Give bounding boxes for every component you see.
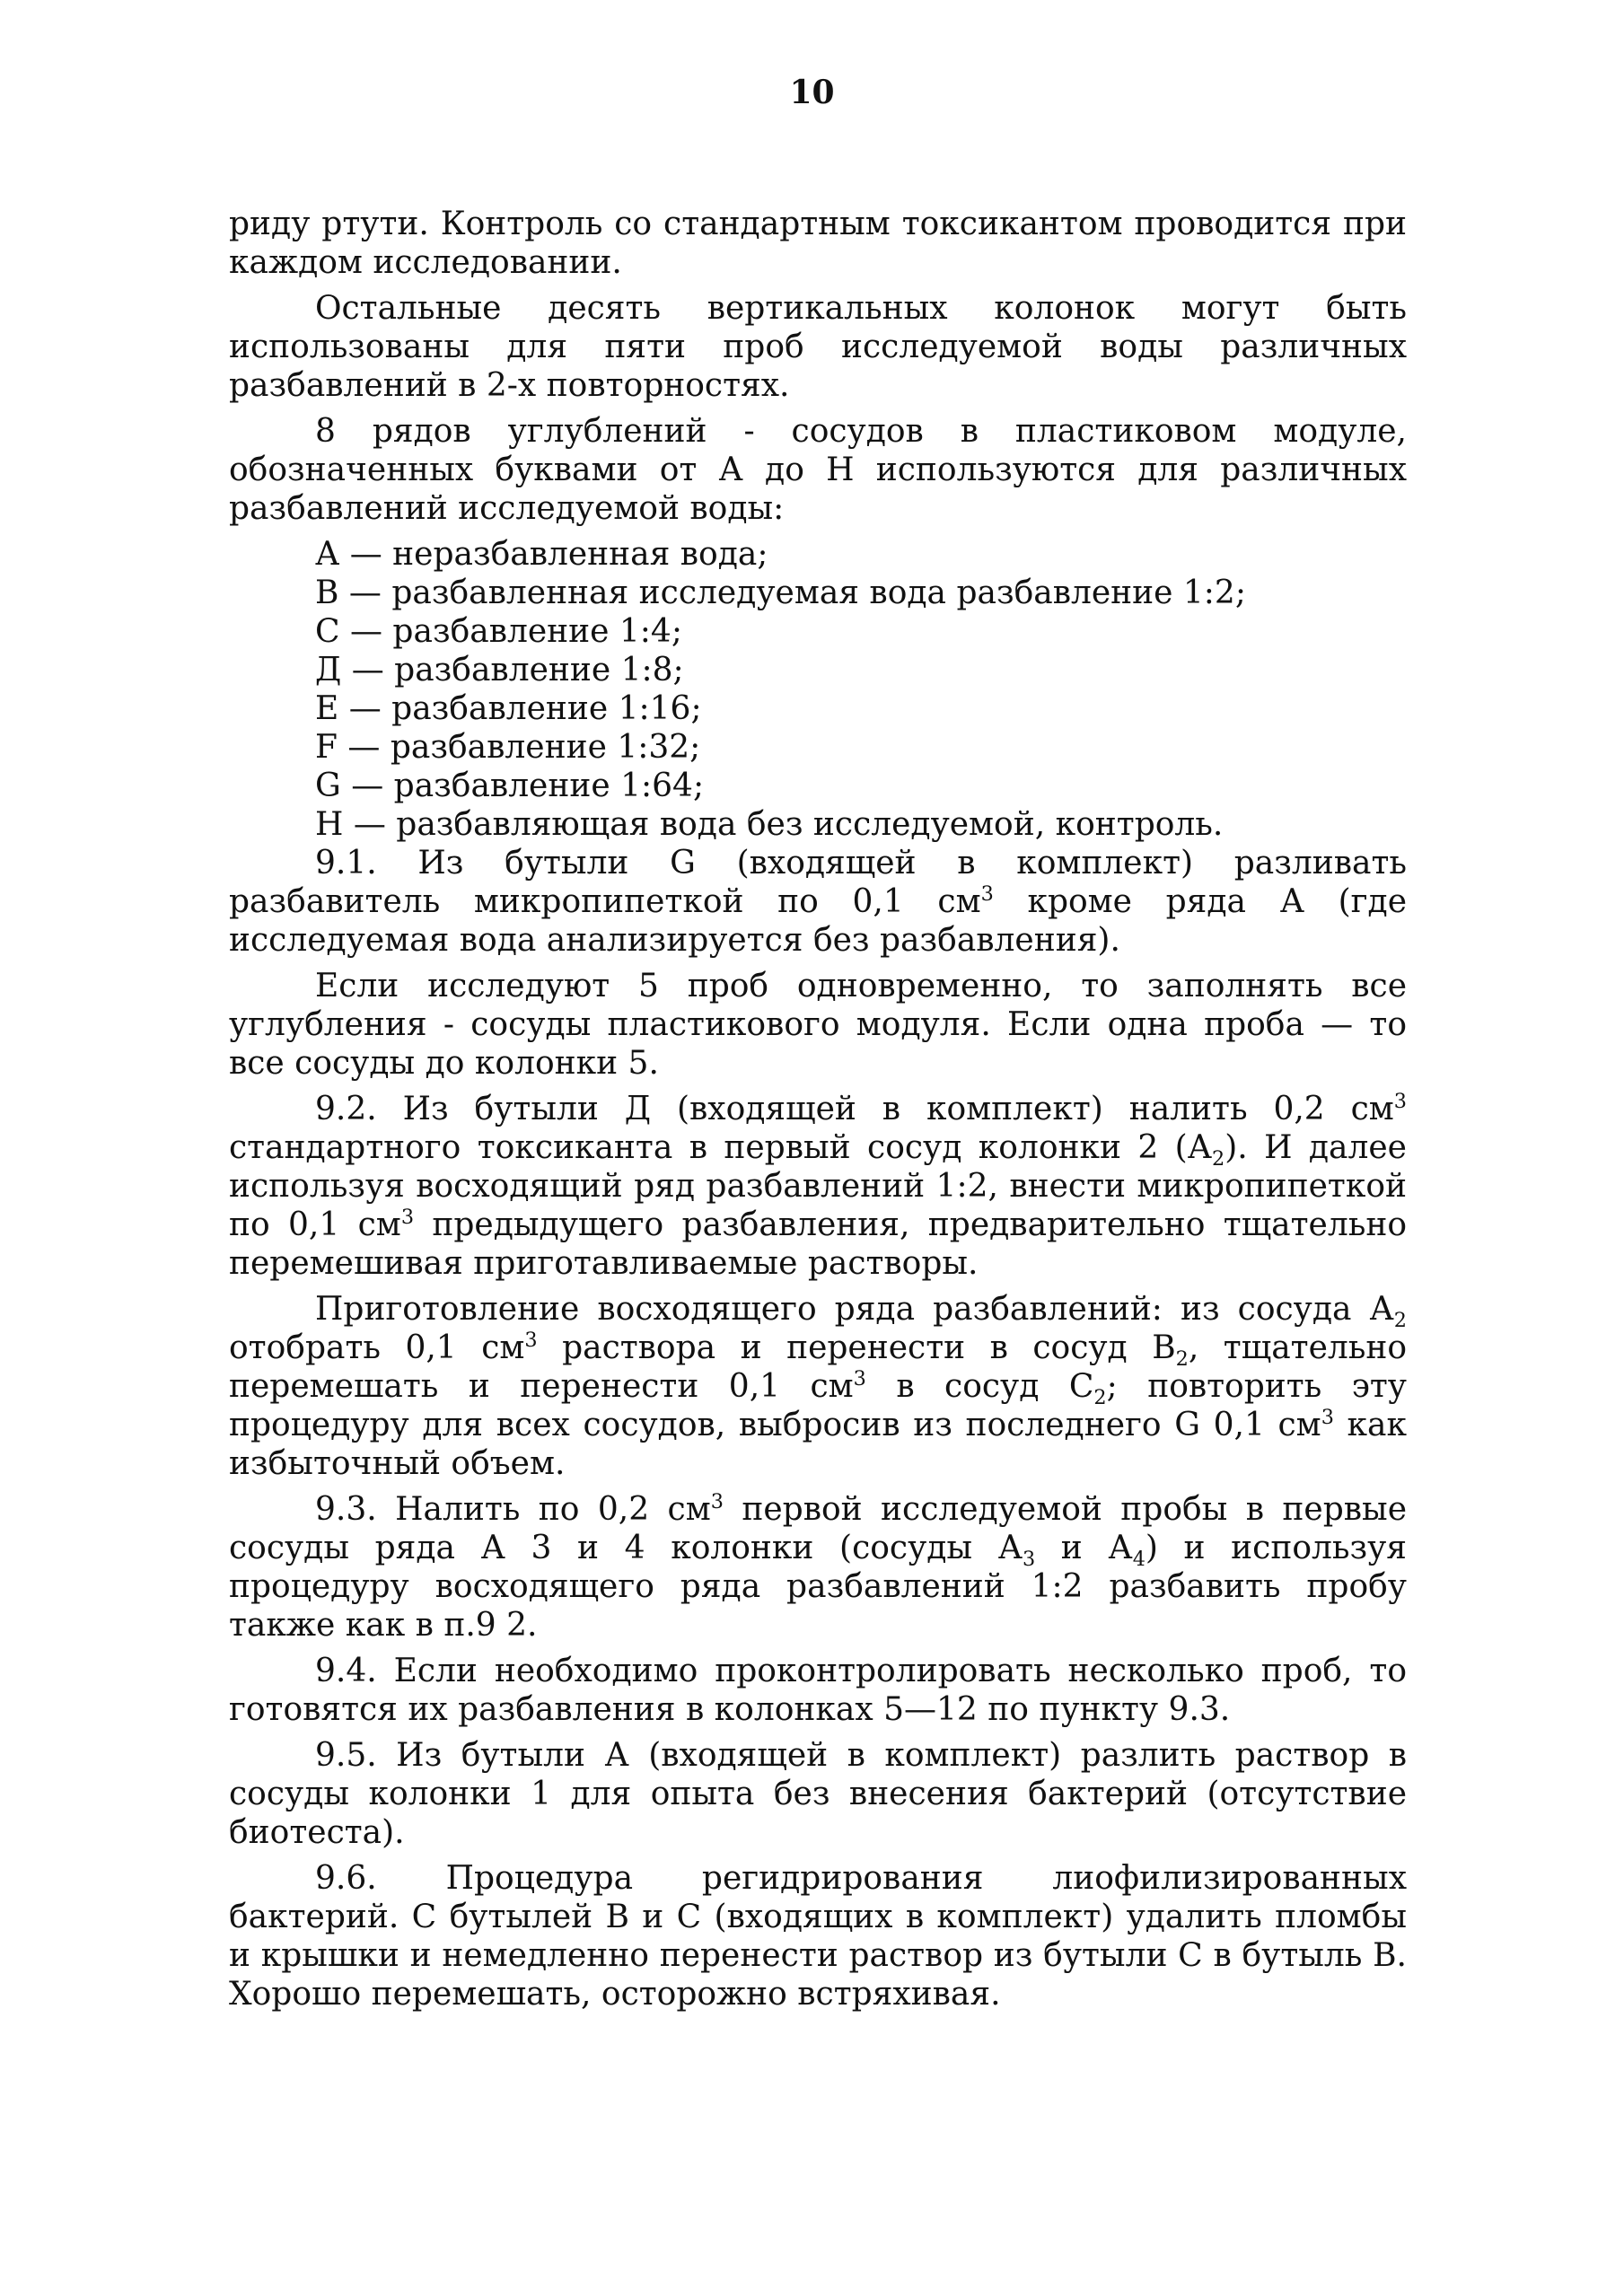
list-item-g: G — разбавление 1:64; bbox=[315, 768, 705, 804]
paragraph-columns: Остальные десять вертикальных колонок могут быть использованы для пяти проб исследуемой воды различных разбавлений в 2-х повторностях. bbox=[229, 290, 1407, 404]
list-item-a: А — неразбавленная вода; bbox=[315, 536, 768, 573]
list-item-f: F — разбавление 1:32; bbox=[315, 729, 701, 766]
section-9-3: 9.3. Налить по 0,2 $см^3$ первой исследуемой пробы в первые сосуды ряда А 3 и 4 колонки (сосуды $А_3$ и $А_4$) и используя процедуру восходящего ряда разбавлений 1:2 разбавить пробу также как в п.9 2. bbox=[229, 1490, 1408, 1644]
document-body bbox=[229, 205, 1407, 2021]
section-9-5: 9.5. Из бутыли А (входящей в комплект) разлить раствор в сосуды колонки 1 для опыта без внесения бактерий (отсутствие биотеста). bbox=[229, 1737, 1407, 1851]
section-9-1: 9.1. Из бутыли G (входящей в комплект) разливать разбавитель микропипеткой по 0,1 $см^3$ кроме ряда А (где исследуемая вода анализируется без разбавления). bbox=[229, 845, 1407, 959]
paragraph-continuation: риду ртути. Контроль со стандартным токсикантом проводится при каждом исследовании. bbox=[229, 206, 1407, 281]
paragraph-preparation: Приготовление восходящего ряда разбавлений: из сосуда $А_2$ отобрать 0,1 $см^3$ раствора и перенести в сосуд $В_2$, тщательно перемешать и перенести 0,1 $см^3$ в сосуд $С_2$; повторить эту процедуру для всех сосудов, выбросив из последнего G 0,1 $см^3$ как избыточный объем. bbox=[229, 1291, 1408, 1482]
section-9-4: 9.4. Если необходимо проконтролировать несколько проб, то готовятся их разбавления в колонках 5—12 по пункту 9.3. bbox=[229, 1653, 1407, 1728]
list-item-c: С — разбавление 1:4; bbox=[315, 613, 682, 650]
list-item-h: Н — разбавляющая вода без исследуемой, контроль. bbox=[315, 806, 1224, 843]
paragraph-rows: 8 рядов углублений - сосудов в пластиковом модуле, обозначенных буквами от А до Н используются для различных разбавлений исследуемой воды: bbox=[229, 413, 1407, 527]
page-number: 10 bbox=[789, 74, 835, 111]
list-item-b: В — разбавленная исследуемая вода разбавление 1:2; bbox=[315, 575, 1246, 611]
list-item-d: Д — разбавление 1:8; bbox=[315, 652, 684, 689]
section-9-6: 9.6. Процедура регидрирования лиофилизированных бактерий. С бутылей В и С (входящих в комплект) удалить пломбы и крышки и немедленно перенести раствор из бутыли С в бутыль В. Хорошо перемешать, осторожно встряхивая. bbox=[229, 1860, 1407, 2013]
paragraph-fill: Если исследуют 5 проб одновременно, то заполнять все углубления - сосуды пластикового модуля. Если одна проба — то все сосуды до колонки 5. bbox=[229, 968, 1407, 1082]
section-9-2: 9.2. Из бутыли Д (входящей в комплект) налить 0,2 $см^3$ стандартного токсиканта в первый сосуд колонки 2 $(А_2)$. И далее используя восходящий ряд разбавлений 1:2, внести микропипеткой по 0,1 $см^3$ предыдущего разбавления, предварительно тщательно перемешивая приготавливаемые растворы. bbox=[229, 1090, 1407, 1282]
list-item-e: Е — разбавление 1:16; bbox=[315, 690, 702, 727]
